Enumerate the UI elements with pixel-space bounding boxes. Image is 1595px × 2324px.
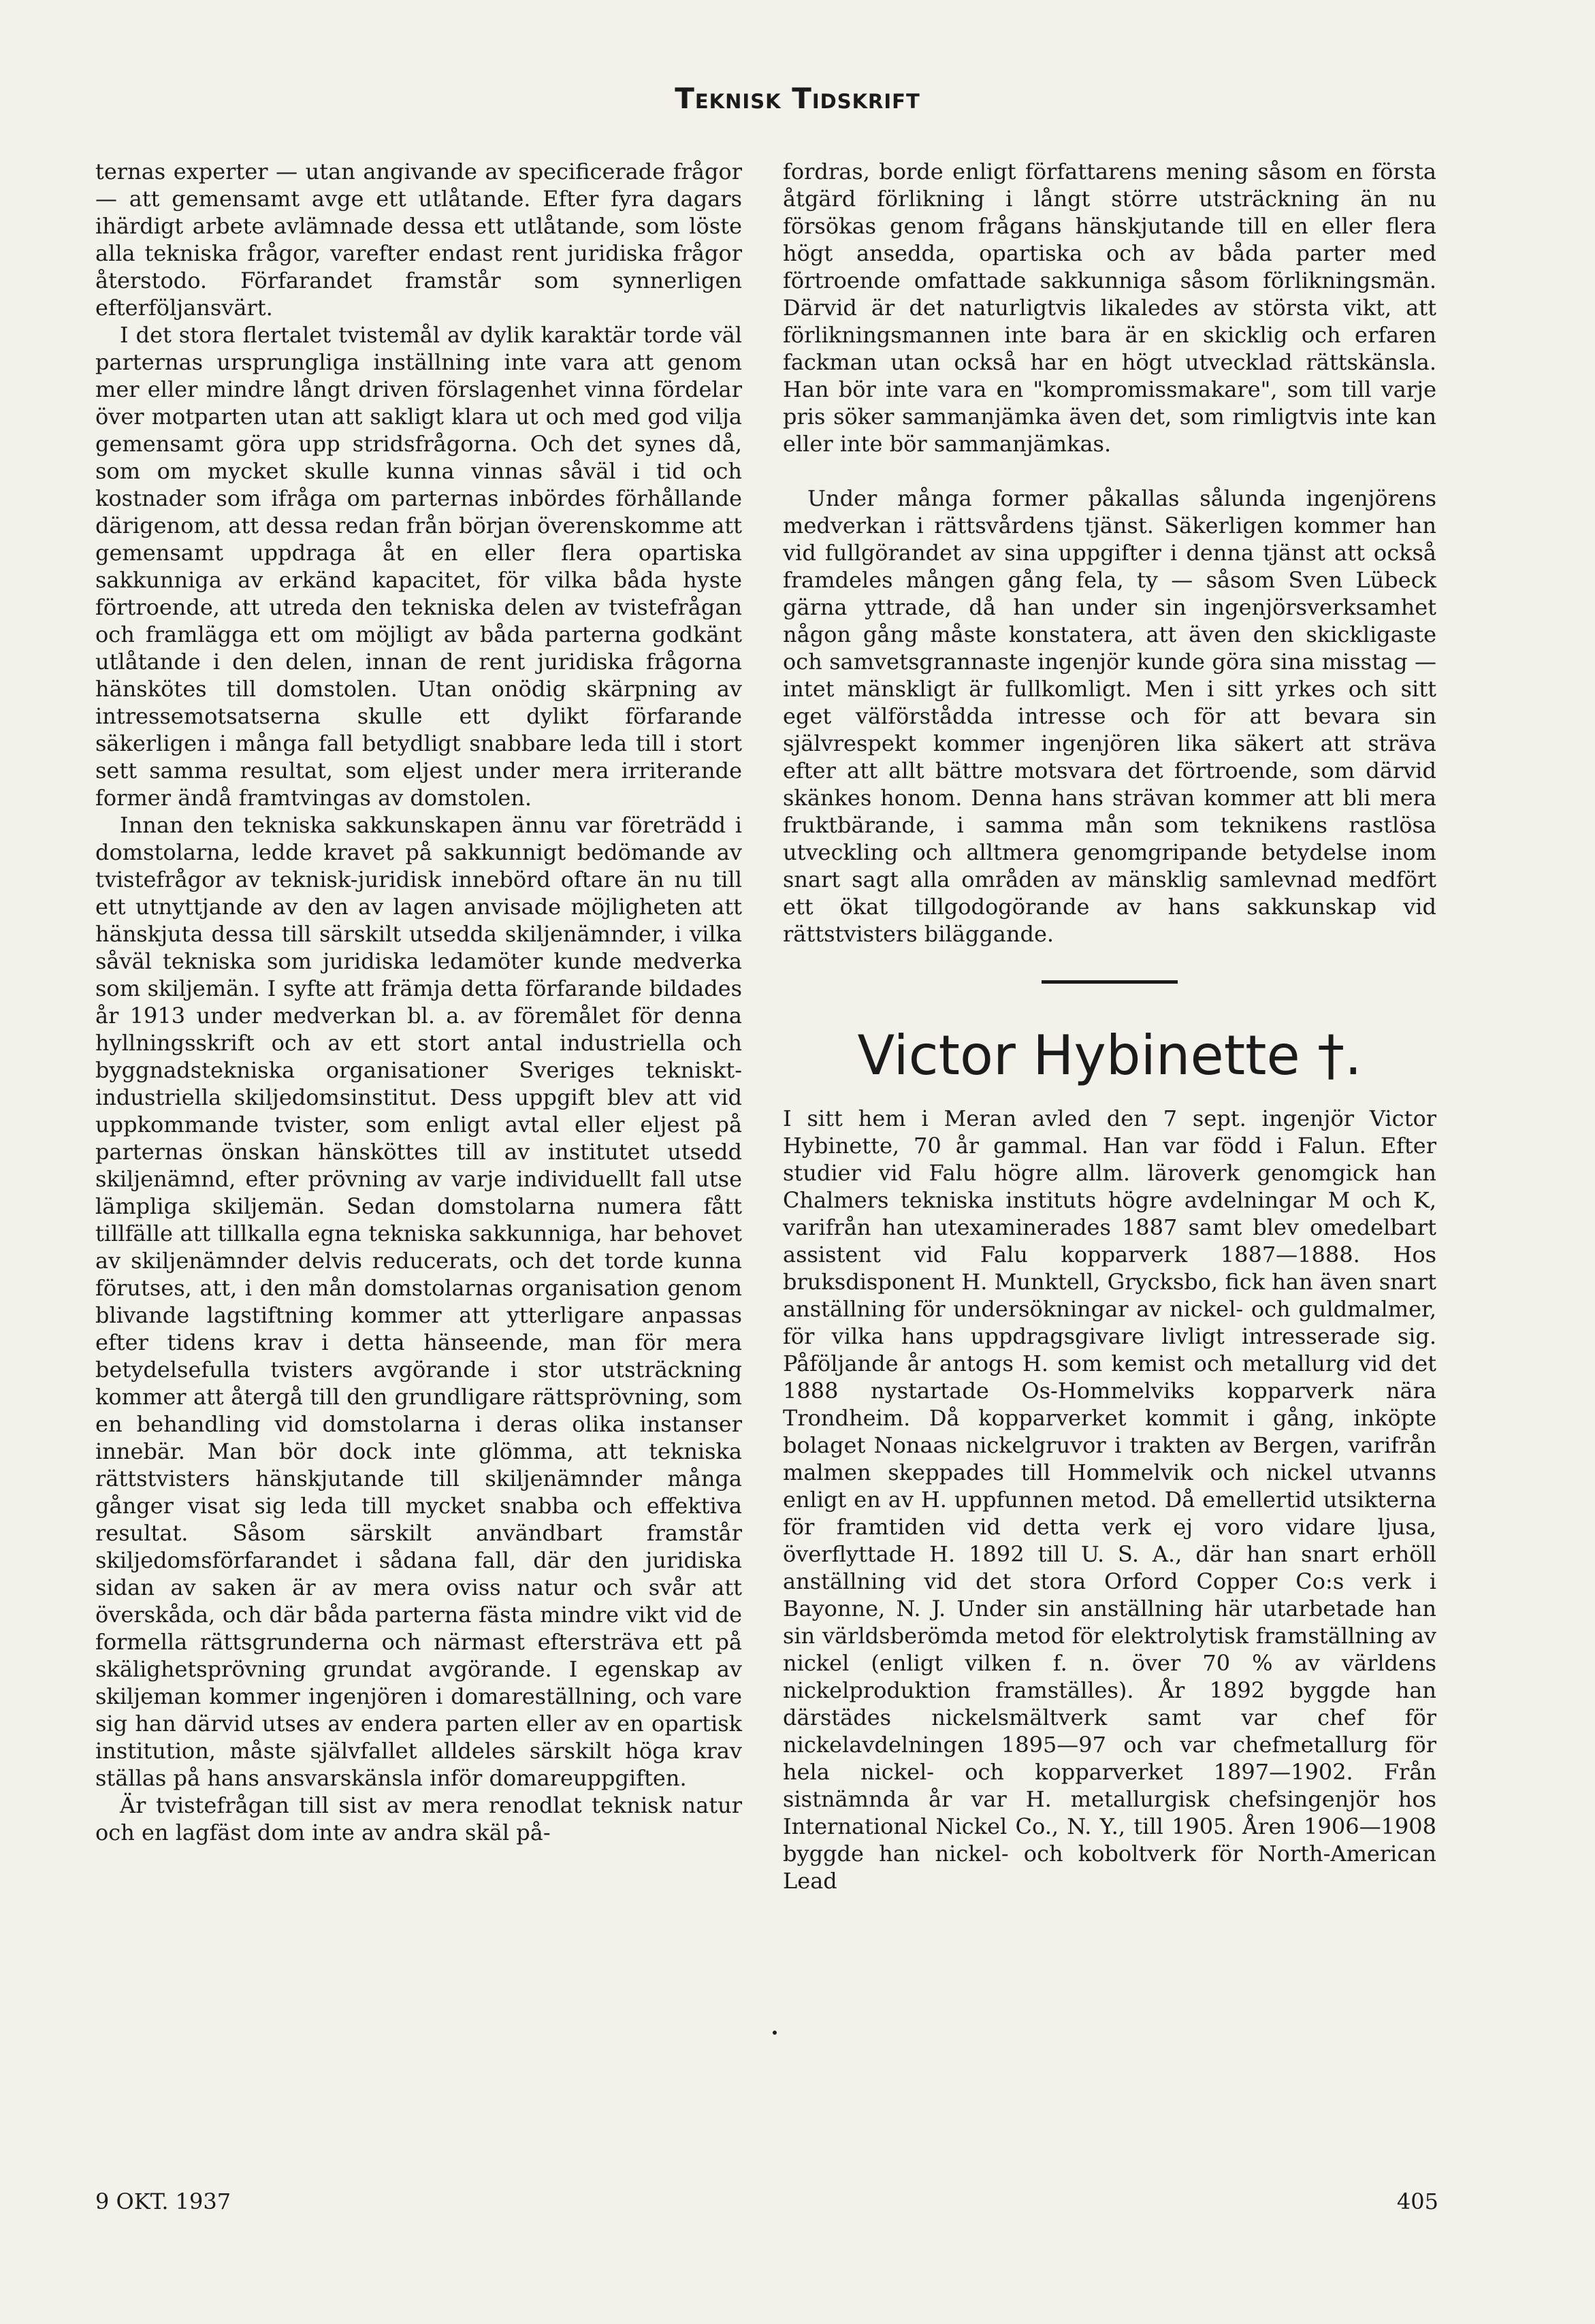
- paragraph: Innan den tekniska sakkunskapen ännu var företrädd i domstolarna, ledde kravet på sakkunnigt bedömande av tvistefrågor av teknisk-juridisk innebörd oftare än nu till ett utnyttjande av den av lagen anvisade möjligheten att hänskjuta dessa till särskilt utsedda skiljenämnder, i vilka såväl tekniska som juridiska ledamöter kunde medverka som skiljemän. I syfte att främja detta förfarande bildades år 1913 under medverkan bl. a. av föremålet för denna hyllningsskrift och av ett stort antal industriella och byggnadstekniska organisationer Sveriges tekniskt-industriella skiljedomsinstitut. Dess uppgift blev att vid uppkommande tvister, som enligt avtal eller eljest på parternas önskan hänsköttes till av institutet utsedd skiljenämnd, efter prövning av varje individuellt fall utse lämpliga skiljemän. Sedan domstolarna numera fått tillfälle att tillkalla egna tekniska sakkunniga, har behovet av skiljenämnder delvis reducerats, och det torde kunna förutses, att, i den mån domstolarnas organisation genom blivande lagstiftning kommer att ytterligare anpassas efter tidens krav i detta hänseende, man för mera betydelsefulla tvisters avgörande i stor utsträckning kommer att återgå till den grundligare rättsprövning, som en behandling vid domstolarna i deras olika instanser innebär. Man bör dock inte glömma, att tekniska rättstvisters hänskjutande till skiljenämnder många gånger visat sig leda till mycket snabba och effektiva resultat. Såsom särskilt användbart framstår skiljedomsförfarandet i sådana fall, där den juridiska sidan av saken är av mera oviss natur och svår att överskåda, och där båda parterna fästa mindre vikt vid de formella rättsgrunderna och närmast eftersträva ett på skälighetsprövning grundat avgörande. I egenskap av skiljeman kommer ingenjören i domareställning, och vare sig han därvid utses av endera parten eller av en opartisk institution, måste självfallet alldeles särskilt höga krav ställas på hans ansvarskänsla inför domareuppgiften.: [95, 812, 742, 1791]
- paragraph: Under många former påkallas sålunda ingenjörens medverkan i rättsvårdens tjänst. Säkerligen kommer han vid fullgörandet av sina uppgifter i denna tjänst att också framdeles mången gång fela, ty — såsom Sven Lübeck gärna yttrade, då han under sin ingenjörsverksamhet någon gång måste konstatera, att även den skickligaste och samvetsgrannaste ingenjör kunde göra sina misstag — intet mänskligt är fullkomligt. Men i sitt yrkes och sitt eget välförstådda intresse och för att bevara sin självrespekt kommer ingenjören lika säkert att sträva efter att allt bättre motsvara det förtroende, som därvid skänkes honom. Denna hans strävan kommer att bli mera fruktbärande, i samma mån som teknikens rastlösa utveckling och alltmera genomgripande betydelse inom snart sagt alla områden av mänsklig samlevnad medfört ett ökat tillgodogörande av hans sakkunskap vid rättstvisters biläggande.: [783, 485, 1436, 947]
- obituary-title: Victor Hybinette †.: [857, 1024, 1362, 1087]
- journal-title: Teknisk Tidskrift: [675, 82, 920, 115]
- margin-dot: [773, 2031, 777, 2035]
- page-number: 405: [1396, 2189, 1438, 2214]
- paragraph: I det stora flertalet tvistemål av dylik karaktär torde väl parternas ursprungliga inställning inte vara att genom mer eller mindre långt driven förslagenhet vinna fördelar över motparten utan att sakligt klara ut och med god vilja gemensamt göra upp stridsfrågorna. Och det synes då, som om mycket skulle kunna vinnas såväl i tid och kostnader som ifråga om parternas inbördes förhållande därigenom, att dessa redan från början överenskomme att gemensamt uppdraga åt en eller flera opartiska sakkunniga av erkänd kapacitet, för vilka båda hyste förtroende, att utreda den tekniska delen av tvistefrågan och framlägga ett om möjligt av båda parterna godkänt utlåtande i den delen, innan de rent juridiska frågorna hänskötes till domstolen. Utan onödig skärpning av intressemotsatserna skulle ett dylikt förfarande säkerligen i många fall betydligt snabbare leda till i stort sett samma resultat, som eljest under mera irriterande former ändå framtvingas av domstolen.: [95, 322, 742, 811]
- obituary-text: I sitt hem i Meran avled den 7 sept. ingenjör Victor Hybinette, 70 år gammal. Han var född i Falun. Efter studier vid Falu högre allm. läroverk genomgick han Chalmers tekniska instituts högre avdelningar M och K, varifrån han utexaminerades 1887 samt blev omedelbart assistent vid Falu kopparverk 1887—1888. Hos bruksdisponent H. Munktell, Grycksbo, fick han även snart anställning för undersökningar av nickel- och guldmalmer, för vilka hans uppdragsgivare livligt intresserade sig. Påföljande år antogs H. som kemist och metallurg vid det 1888 nystartade Os-Hommelviks kopparverk nära Trondheim. Då kopparverket kommit i gång, inköpte bolaget Nonaas nickelgruvor i trakten av Bergen, varifrån malmen skeppades till Hommelvik och nickel utvanns enligt en av H. uppfunnen metod. Då emellertid utsikterna för framtiden vid detta verk ej voro vidare ljusa, överflyttade H. 1892 till U. S. A., där han snart erhöll anställning vid det stora Orford Copper Co:s verk i Bayonne, N. J. Under sin anställning här utarbetade han sin världsberömda metod för elektrolytisk framställning av nickel (enligt vilken f. n. över 70 % av världens nickelproduktion framställes). År 1892 byggde han därstädes nickelsmältverk samt var chef för nickelavdelningen 1895—97 och var chefmetallurg för hela nickel- och kopparverket 1897—1902. Från sistnämnda år var H. metallurgisk chefsingenjör hos International Nickel Co., N. Y., till 1905. Åren 1906—1908 byggde han nickel- och koboltverk för North-American Lead: [783, 1105, 1436, 1894]
- right-column: [783, 158, 1436, 1894]
- paragraph: Är tvistefrågan till sist av mera renodlat teknisk natur och en lagfäst dom inte av andra skäl på-: [95, 1792, 742, 1845]
- paragraph: ternas experter — utan angivande av specificerade frågor — att gemensamt avge ett utlåtande. Efter fyra dagars ihärdigt arbete avlämnade dessa ett utlåtande, som löste alla tekniska frågor, varefter endast rent juridiska frågor återstodo. Förfarandet framstår som synnerligen efterföljansvärt.: [95, 159, 742, 321]
- left-column: [95, 158, 742, 1846]
- issue-date: 9 OKT. 1937: [95, 2189, 231, 2214]
- paragraph: fordras, borde enligt författarens mening såsom en första åtgärd förlikning i långt större utsträckning än nu försökas genom frågans hänskjutande till en eller flera högt ansedda, opartiska och av båda parter med förtroende omfattade sakkunniga såsom förlikningsmän. Därvid är det naturligtvis likaledes av största vikt, att förlikningsmannen inte bara är en skicklig och erfaren fackman utan också har en högt utvecklad rättskänsla. Han bör inte vara en "kompromissmakare", som till varje pris söker sammanjämka även det, som rimligtvis inte kan eller inte bör sammanjämkas.: [783, 159, 1436, 457]
- section-divider: [1042, 980, 1178, 984]
